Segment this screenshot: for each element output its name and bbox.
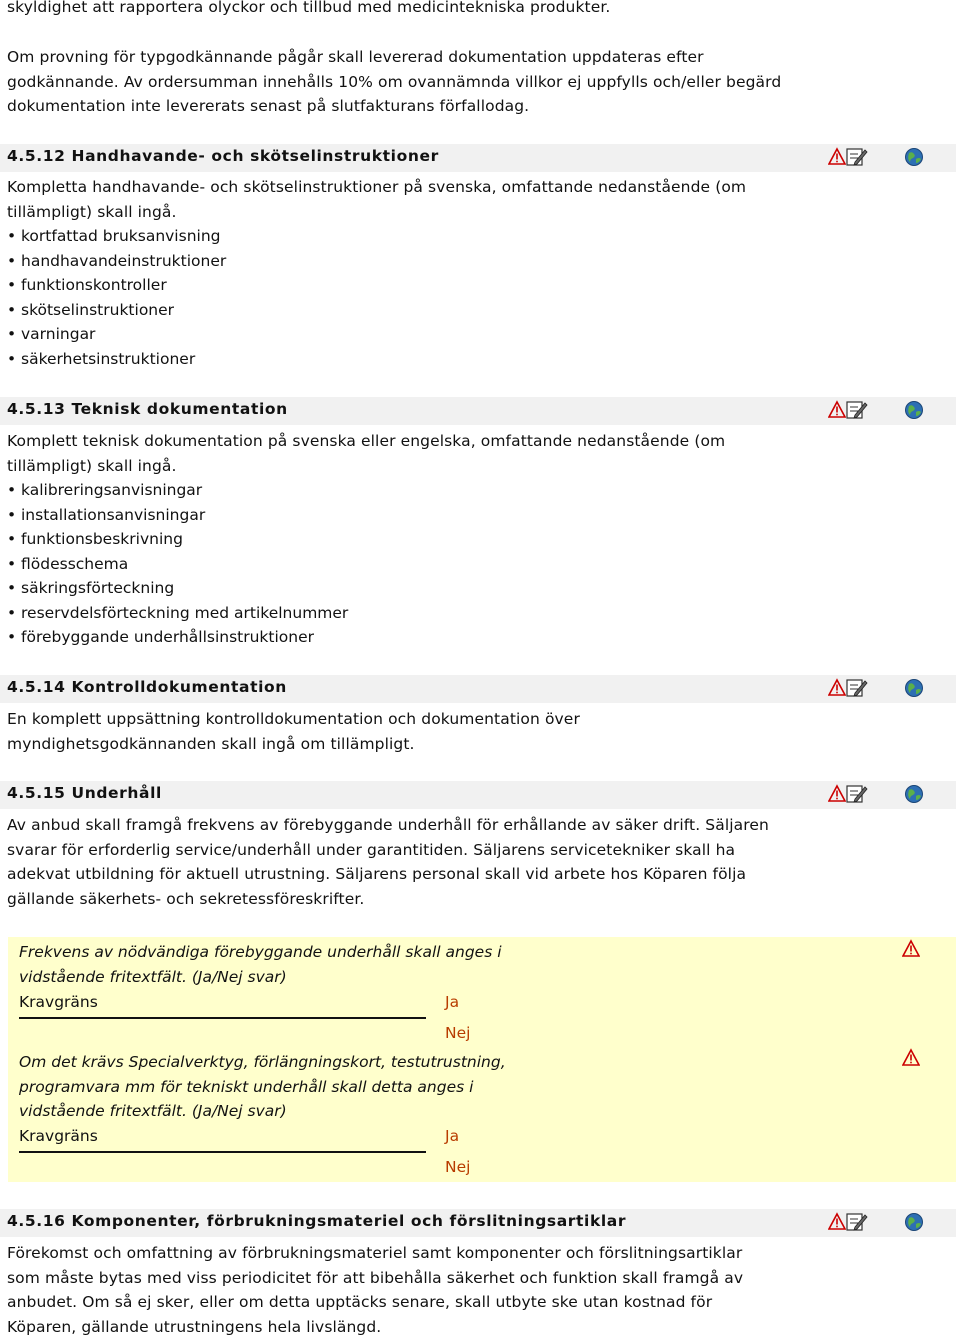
option-no[interactable]: Nej: [445, 1158, 471, 1176]
section-title: 4.5.14 Kontrolldokumentation: [7, 678, 287, 696]
requirement-text: Om det krävs Specialverktyg, förlängningskort, testutrustning, programvara mm för tekniskt underhåll skall detta anges i vidstående fritextfält. (Ja/Nej svar): [19, 1053, 506, 1120]
list-item: • funktionsbeskrivning: [7, 527, 348, 552]
warning-icon[interactable]: [828, 400, 846, 420]
list-item: • förebyggande underhållsinstruktioner: [7, 625, 348, 650]
warning-icon[interactable]: [902, 1048, 920, 1068]
requirement-label: Kravgräns: [19, 993, 98, 1011]
section-text: Förekomst och omfattning av förbrukningsmateriel samt komponenter och förslitningsartiklar som måste bytas med viss periodicitet för att bibehålla säkerhet och funktion skall framgå av anbudet. Om så ej sker, eller om detta upptäcks senare, skall utbyte ske utan kostnad för Köparen, gällande utrustningens hela livslängd.: [7, 1244, 744, 1336]
section-text: Komplett teknisk dokumentation på svenska eller engelska, omfattande nedanstående (om tillämpligt) skall ingå.: [7, 432, 726, 475]
section-actions: [828, 678, 948, 700]
warning-icon[interactable]: [828, 678, 846, 698]
requirements-box: [8, 937, 956, 1182]
requirement-label: Kravgräns: [19, 1127, 98, 1145]
section-actions: [828, 147, 948, 169]
list-item: • flödesschema: [7, 552, 348, 577]
globe-icon[interactable]: [904, 1212, 924, 1232]
section-title: 4.5.15 Underhåll: [7, 784, 162, 802]
edit-note-icon[interactable]: [846, 147, 868, 167]
section-title: 4.5.12 Handhavande- och skötselinstruktioner: [7, 147, 439, 165]
section-actions: [828, 1212, 948, 1234]
list-item: • kortfattad bruksanvisning: [7, 224, 226, 249]
section-actions: [828, 784, 948, 806]
section-header-4-5-13: [0, 397, 956, 425]
globe-icon[interactable]: [904, 147, 924, 167]
answer-line: [19, 1017, 426, 1019]
warning-icon[interactable]: [828, 784, 846, 804]
section-header-4-5-16: [0, 1209, 956, 1237]
bullet-list: [7, 224, 226, 371]
section-actions: [828, 400, 948, 422]
warning-icon[interactable]: [902, 939, 920, 959]
intro-paragraph: Om provning för typgodkännande pågår skall levererad dokumentation uppdateras efter godkännande. Av ordersumman innehålls 10% om ovannämnda villkor ej uppfylls och/eller begärd dokumentation inte levererats senast på slutfakturans förfallodag.: [7, 48, 782, 115]
section-header-4-5-12: [0, 144, 956, 172]
answer-line: [19, 1151, 426, 1153]
intro-line: skyldighet att rapportera olyckor och tillbud med medicintekniska produkter.: [7, 0, 611, 16]
list-item: • skötselinstruktioner: [7, 298, 226, 323]
globe-icon[interactable]: [904, 784, 924, 804]
section-title: 4.5.13 Teknisk dokumentation: [7, 400, 288, 418]
globe-icon[interactable]: [904, 678, 924, 698]
globe-icon[interactable]: [904, 400, 924, 420]
list-item: • varningar: [7, 322, 226, 347]
list-item: • säkerhetsinstruktioner: [7, 347, 226, 372]
section-header-4-5-15: [0, 781, 956, 809]
edit-note-icon[interactable]: [846, 678, 868, 698]
section-header-4-5-14: [0, 675, 956, 703]
section-title: 4.5.16 Komponenter, förbrukningsmateriel och förslitningsartiklar: [7, 1212, 627, 1230]
section-text: En komplett uppsättning kontrolldokumentation och dokumentation över myndighetsgodkännanden skall ingå om tillämpligt.: [7, 710, 580, 753]
option-yes[interactable]: Ja: [445, 993, 460, 1011]
list-item: • reservdelsförteckning med artikelnummer: [7, 601, 348, 626]
option-no[interactable]: Nej: [445, 1024, 471, 1042]
edit-note-icon[interactable]: [846, 784, 868, 804]
requirement-text: Frekvens av nödvändiga förebyggande underhåll skall anges i vidstående fritextfält. (Ja/Nej svar): [19, 943, 502, 986]
list-item: • funktionskontroller: [7, 273, 226, 298]
list-item: • kalibreringsanvisningar: [7, 478, 348, 503]
warning-icon[interactable]: [828, 1212, 846, 1232]
section-text: Av anbud skall framgå frekvens av förebyggande underhåll för erhållande av säker drift. Säljaren svarar för erforderlig service/underhåll under garantitiden. Säljarens servicetekniker skall ha adekvat utbildning för aktuell utrustning. Säljarens personal skall vid arbete hos Köparen följa gällande säkerhets- och sekretessföreskrifter.: [7, 816, 769, 908]
edit-note-icon[interactable]: [846, 1212, 868, 1232]
edit-note-icon[interactable]: [846, 400, 868, 420]
section-text: Kompletta handhavande- och skötselinstruktioner på svenska, omfattande nedanstående (om tillämpligt) skall ingå.: [7, 178, 747, 221]
bullet-list: [7, 478, 348, 650]
option-yes[interactable]: Ja: [445, 1127, 460, 1145]
warning-icon[interactable]: [828, 147, 846, 167]
list-item: • handhavandeinstruktioner: [7, 249, 226, 274]
list-item: • installationsanvisningar: [7, 503, 348, 528]
list-item: • säkringsförteckning: [7, 576, 348, 601]
